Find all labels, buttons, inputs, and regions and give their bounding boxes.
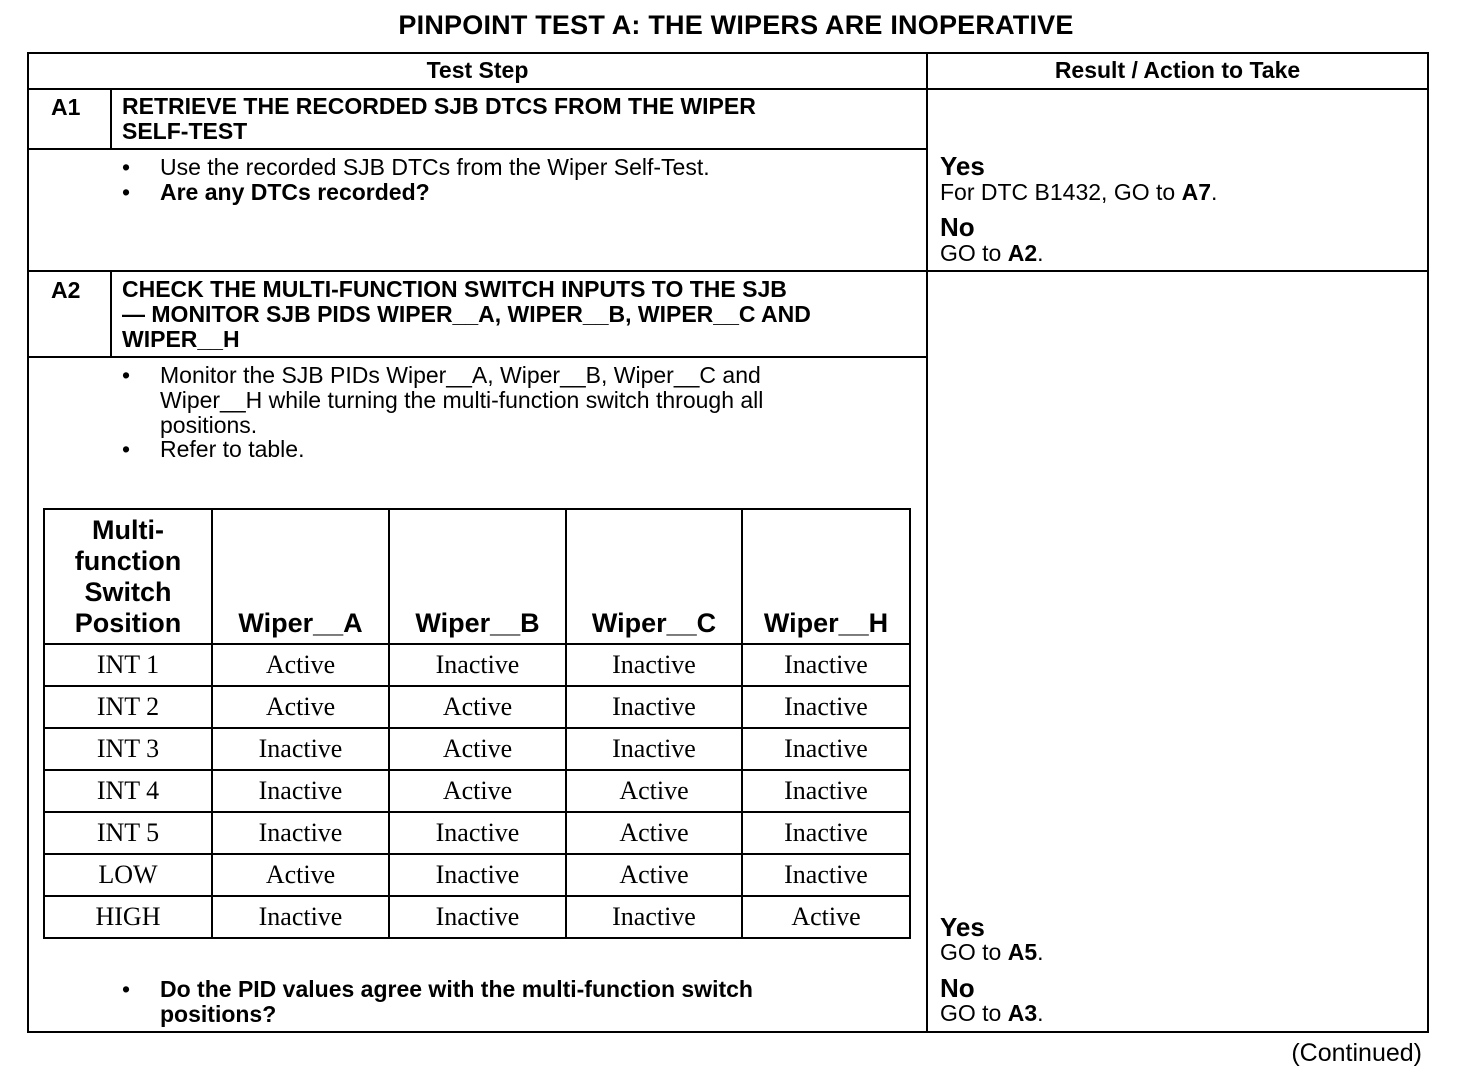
pid-cell: Inactive	[212, 896, 389, 938]
table-row	[44, 812, 910, 854]
pid-cell: Active	[212, 644, 389, 686]
pid-cell: Inactive	[212, 770, 389, 812]
pid-cell-position: INT 1	[44, 644, 212, 686]
pid-header-col: Wiper__C	[566, 509, 742, 644]
pid-cell: Active	[212, 854, 389, 896]
a2-bullet-3: • Do the PID values agree with the multi-function switch positions?	[122, 976, 753, 1027]
pid-cell-position: INT 4	[44, 770, 212, 812]
a1-yes-label: Yes	[940, 151, 985, 181]
a2-yes-label: Yes	[940, 912, 985, 942]
a2-no-target[interactable]: A3	[1007, 1000, 1038, 1026]
pid-cell: Inactive	[742, 770, 910, 812]
pid-cell: Inactive	[389, 644, 566, 686]
pid-cell: Inactive	[389, 896, 566, 938]
a1-a2-divider	[27, 270, 1429, 272]
pid-cell-position: INT 2	[44, 686, 212, 728]
table-row	[44, 854, 910, 896]
a2-step-id: A2	[51, 277, 81, 303]
page-title: PINPOINT TEST A: THE WIPERS ARE INOPERATIVE	[398, 10, 1074, 40]
pid-cell: Inactive	[566, 686, 742, 728]
bullet-icon: •	[122, 362, 131, 388]
a2-no-label: No	[940, 973, 975, 1003]
a1-step-id: A1	[51, 94, 81, 120]
header-test-step: Test Step	[426, 57, 529, 83]
a1-bullet-1: • Use the recorded SJB DTCs from the Wiper Self-Test.	[122, 154, 710, 180]
bullet-icon: •	[122, 436, 131, 462]
pid-header-col: Wiper__H	[742, 509, 910, 644]
frame-top	[27, 52, 1429, 54]
pid-cell-position: HIGH	[44, 896, 212, 938]
pid-cell: Active	[389, 770, 566, 812]
table-row	[44, 896, 910, 938]
pid-header-col: Wiper__B	[389, 509, 566, 644]
a2-step-title: CHECK THE MULTI-FUNCTION SWITCH INPUTS TO THE SJB — MONITOR SJB PIDS WIPER__A, WIPER__B, WIPER__C AND WIPER__H	[122, 276, 811, 352]
pid-cell: Inactive	[742, 644, 910, 686]
pid-cell: Active	[566, 770, 742, 812]
a1-no-action: GO to A2.	[940, 240, 1044, 266]
table-row	[44, 728, 910, 770]
column-divider	[926, 52, 928, 1033]
pid-cell: Inactive	[566, 644, 742, 686]
a1-no-label: No	[940, 212, 975, 242]
pid-cell: Active	[566, 854, 742, 896]
a1-step-title: RETRIEVE THE RECORDED SJB DTCS FROM THE WIPER SELF-TEST	[122, 93, 756, 144]
frame-left	[27, 52, 29, 1033]
table-row	[44, 686, 910, 728]
pid-cell: Inactive	[742, 854, 910, 896]
header-result: Result / Action to Take	[1054, 57, 1301, 83]
pid-cell: Inactive	[389, 854, 566, 896]
a1-yes-target[interactable]: A7	[1181, 179, 1211, 205]
pid-cell: Inactive	[742, 728, 910, 770]
continued-label: (Continued)	[1291, 1039, 1422, 1067]
bullet-icon: •	[122, 976, 131, 1002]
pid-header-col: Wiper__A	[212, 509, 389, 644]
bullet-icon: •	[122, 154, 131, 180]
table-row	[44, 770, 910, 812]
pid-table	[43, 508, 911, 939]
pid-cell: Inactive	[742, 686, 910, 728]
a2-yes-action: GO to A5.	[940, 939, 1044, 965]
a2-no-action: GO to A3.	[940, 1000, 1044, 1026]
pid-cell-position: LOW	[44, 854, 212, 896]
pid-cell: Inactive	[212, 812, 389, 854]
a2-yes-target[interactable]: A5	[1007, 939, 1038, 965]
frame-right	[1427, 52, 1429, 1033]
a1-no-target[interactable]: A2	[1007, 240, 1038, 266]
pid-header-position: Multi- function Switch Position	[44, 509, 212, 644]
a1-bullet-2: • Are any DTCs recorded?	[122, 179, 430, 205]
pid-cell: Active	[212, 686, 389, 728]
pid-cell: Inactive	[566, 728, 742, 770]
a1-yes-action: For DTC B1432, GO to A7.	[940, 179, 1218, 205]
a2-title-divider	[27, 356, 927, 358]
pid-cell-position: INT 3	[44, 728, 212, 770]
pid-cell: Active	[566, 812, 742, 854]
pid-cell: Inactive	[212, 728, 389, 770]
bullet-icon: •	[122, 179, 131, 205]
a2-bullet-1: • Monitor the SJB PIDs Wiper__A, Wiper__B, Wiper__C and Wiper__H while turning the multi-function switch through all positions.	[122, 362, 764, 438]
frame-bottom	[27, 1031, 1429, 1033]
pid-cell: Inactive	[389, 812, 566, 854]
pid-cell: Active	[389, 686, 566, 728]
a1-id-divider	[110, 88, 112, 150]
table-row	[44, 644, 910, 686]
a2-id-divider	[110, 270, 112, 358]
pid-cell: Active	[389, 728, 566, 770]
a1-title-divider	[27, 148, 927, 150]
header-divider	[27, 88, 1429, 90]
a2-bullet-2: • Refer to table.	[122, 436, 305, 462]
pid-cell: Inactive	[566, 896, 742, 938]
pid-cell: Active	[742, 896, 910, 938]
pid-cell-position: INT 5	[44, 812, 212, 854]
pid-cell: Inactive	[742, 812, 910, 854]
